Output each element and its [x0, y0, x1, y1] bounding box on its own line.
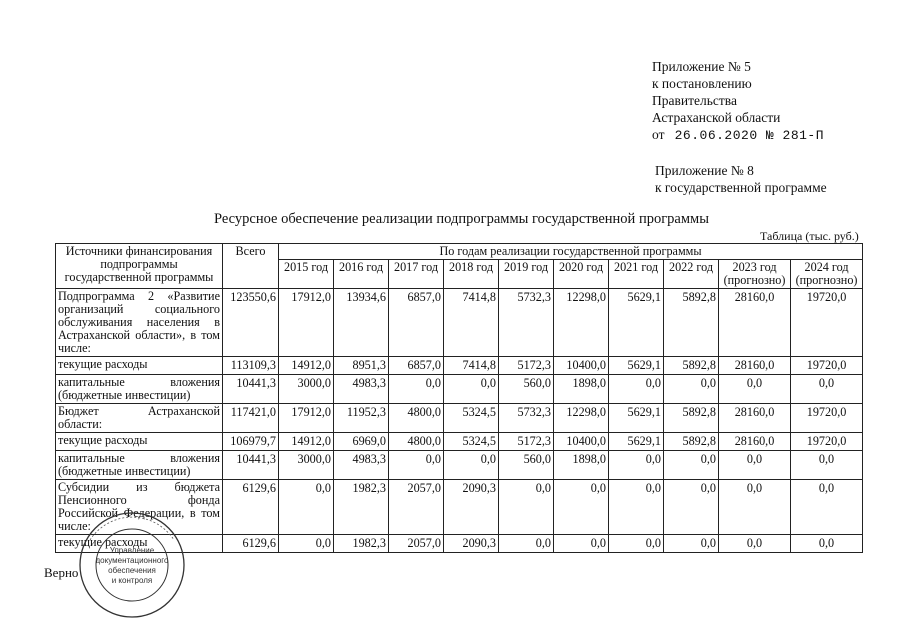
- svg-text:обеспечения: обеспечения: [108, 566, 156, 575]
- row-label: текущие расходы: [56, 433, 223, 451]
- value-cell: 123550,6: [223, 289, 279, 357]
- year-header: 2021 год: [609, 260, 664, 289]
- header-row-1: [56, 244, 863, 260]
- table-row: [56, 289, 863, 357]
- svg-text:и контроля: и контроля: [111, 576, 153, 585]
- value-cell: 28160,0: [719, 433, 791, 451]
- row-label: капитальные вложения (бюджетные инвестиции): [56, 451, 223, 480]
- value-cell: 0,0: [554, 480, 609, 535]
- to-resolution-line: к постановлению: [652, 76, 752, 91]
- value-cell: 13934,6: [334, 289, 389, 357]
- value-cell: 1982,3: [334, 535, 389, 553]
- row-label: Бюджет Астраханской области:: [56, 404, 223, 433]
- value-cell: 1982,3: [334, 480, 389, 535]
- value-cell: 0,0: [444, 375, 499, 404]
- value-cell: 8951,3: [334, 357, 389, 375]
- value-cell: 11952,3: [334, 404, 389, 433]
- value-cell: 6129,6: [223, 480, 279, 535]
- value-cell: 106979,7: [223, 433, 279, 451]
- value-cell: 6969,0: [334, 433, 389, 451]
- value-cell: 2057,0: [389, 480, 444, 535]
- value-cell: 19720,0: [791, 357, 863, 375]
- value-cell: 1898,0: [554, 375, 609, 404]
- table-row: [56, 357, 863, 375]
- value-cell: 28160,0: [719, 404, 791, 433]
- value-cell: 0,0: [719, 451, 791, 480]
- value-cell: 7414,8: [444, 357, 499, 375]
- row-label: текущие расходы: [56, 357, 223, 375]
- value-cell: 6857,0: [389, 289, 444, 357]
- year-header: 2019 год: [499, 260, 554, 289]
- verno-signature: Верно: [44, 565, 79, 580]
- to-program-line: к государственной программе: [655, 180, 827, 195]
- row-label: капитальные вложения (бюджетные инвестиции): [56, 375, 223, 404]
- value-cell: 5892,8: [664, 289, 719, 357]
- year-header: 2015 год: [279, 260, 334, 289]
- value-cell: 0,0: [719, 535, 791, 553]
- value-cell: 0,0: [499, 480, 554, 535]
- row-label: текущие расходы: [56, 535, 223, 553]
- col-total-header: Всего: [223, 244, 279, 289]
- col-source-header: Источники финансирования подпрограммы государственной программы: [56, 244, 223, 289]
- date-prefix: от: [652, 127, 665, 142]
- svg-text:Управление: Управление: [109, 546, 155, 555]
- appendix-5-line: Приложение № 5: [652, 59, 751, 74]
- value-cell: 0,0: [389, 375, 444, 404]
- row-label: Субсидии из бюджета Пенсионного фонда Российской Федерации, в том числе:: [56, 480, 223, 535]
- row-label: Подпрограмма 2 «Развитие организаций социального обслуживания населения в Астраханской области», в том числе:: [56, 289, 223, 357]
- value-cell: 5732,3: [499, 404, 554, 433]
- value-cell: 2090,3: [444, 480, 499, 535]
- value-cell: 5629,1: [609, 433, 664, 451]
- year-header: 2017 год: [389, 260, 444, 289]
- value-cell: 5892,8: [664, 433, 719, 451]
- value-cell: 0,0: [609, 480, 664, 535]
- value-cell: 0,0: [279, 480, 334, 535]
- value-cell: 560,0: [499, 451, 554, 480]
- value-cell: 0,0: [499, 535, 554, 553]
- value-cell: 7414,8: [444, 289, 499, 357]
- svg-text:документационного: документационного: [95, 556, 169, 565]
- value-cell: 0,0: [719, 480, 791, 535]
- table-units-note: Таблица (тыс. руб.): [760, 229, 859, 243]
- value-cell: 12298,0: [554, 404, 609, 433]
- value-cell: 4800,0: [389, 433, 444, 451]
- value-cell: 117421,0: [223, 404, 279, 433]
- value-cell: 2090,3: [444, 535, 499, 553]
- value-cell: 0,0: [791, 535, 863, 553]
- value-cell: 10441,3: [223, 375, 279, 404]
- table-row: [56, 404, 863, 433]
- value-cell: 19720,0: [791, 289, 863, 357]
- value-cell: 0,0: [389, 451, 444, 480]
- table-row: [56, 433, 863, 451]
- value-cell: 0,0: [609, 375, 664, 404]
- value-cell: 0,0: [664, 535, 719, 553]
- value-cell: 6129,6: [223, 535, 279, 553]
- value-cell: 5732,3: [499, 289, 554, 357]
- government-line: Правительства: [652, 93, 737, 108]
- value-cell: 5629,1: [609, 289, 664, 357]
- value-cell: 5892,8: [664, 404, 719, 433]
- value-cell: 10441,3: [223, 451, 279, 480]
- value-cell: 0,0: [554, 535, 609, 553]
- date-number: 26.06.2020 № 281-П: [674, 128, 825, 143]
- appendix-8-line: Приложение № 8: [655, 163, 754, 178]
- value-cell: 14912,0: [279, 433, 334, 451]
- value-cell: 0,0: [791, 451, 863, 480]
- value-cell: 28160,0: [719, 357, 791, 375]
- year-header: 2022 год: [664, 260, 719, 289]
- value-cell: 5172,3: [499, 357, 554, 375]
- value-cell: 14912,0: [279, 357, 334, 375]
- value-cell: 28160,0: [719, 289, 791, 357]
- value-cell: 0,0: [444, 451, 499, 480]
- value-cell: 3000,0: [279, 451, 334, 480]
- value-cell: 17912,0: [279, 404, 334, 433]
- year-header: 2023 год (прогнозно): [719, 260, 791, 289]
- region-line: Астраханской области: [652, 110, 781, 125]
- value-cell: 0,0: [609, 451, 664, 480]
- resource-table: [55, 243, 863, 553]
- value-cell: 4800,0: [389, 404, 444, 433]
- value-cell: 0,0: [609, 535, 664, 553]
- value-cell: 5892,8: [664, 357, 719, 375]
- value-cell: 4983,3: [334, 375, 389, 404]
- value-cell: 560,0: [499, 375, 554, 404]
- document-title: Ресурсное обеспечение реализации подпрограммы государственной программы: [214, 211, 709, 227]
- value-cell: 5324,5: [444, 404, 499, 433]
- value-cell: 19720,0: [791, 404, 863, 433]
- value-cell: 5629,1: [609, 404, 664, 433]
- value-cell: 0,0: [791, 480, 863, 535]
- official-seal: [70, 510, 200, 620]
- value-cell: 5629,1: [609, 357, 664, 375]
- appendix-header: [652, 58, 824, 144]
- value-cell: 17912,0: [279, 289, 334, 357]
- value-cell: 5324,5: [444, 433, 499, 451]
- value-cell: 0,0: [664, 451, 719, 480]
- col-years-group-header: По годам реализации государственной программы: [279, 244, 863, 260]
- value-cell: 0,0: [791, 375, 863, 404]
- year-header: 2020 год: [554, 260, 609, 289]
- value-cell: 10400,0: [554, 433, 609, 451]
- value-cell: 0,0: [664, 480, 719, 535]
- value-cell: 4983,3: [334, 451, 389, 480]
- value-cell: 0,0: [279, 535, 334, 553]
- value-cell: 19720,0: [791, 433, 863, 451]
- value-cell: 113109,3: [223, 357, 279, 375]
- value-cell: 6857,0: [389, 357, 444, 375]
- year-header: 2024 год (прогнозно): [791, 260, 863, 289]
- table-row: [56, 451, 863, 480]
- year-header: 2016 год: [334, 260, 389, 289]
- year-header: 2018 год: [444, 260, 499, 289]
- value-cell: 0,0: [664, 375, 719, 404]
- value-cell: 3000,0: [279, 375, 334, 404]
- date-line: [652, 126, 824, 144]
- value-cell: 5172,3: [499, 433, 554, 451]
- table-row: [56, 375, 863, 404]
- value-cell: 12298,0: [554, 289, 609, 357]
- value-cell: 2057,0: [389, 535, 444, 553]
- value-cell: 1898,0: [554, 451, 609, 480]
- value-cell: 10400,0: [554, 357, 609, 375]
- value-cell: 0,0: [719, 375, 791, 404]
- program-appendix-header: [655, 162, 827, 196]
